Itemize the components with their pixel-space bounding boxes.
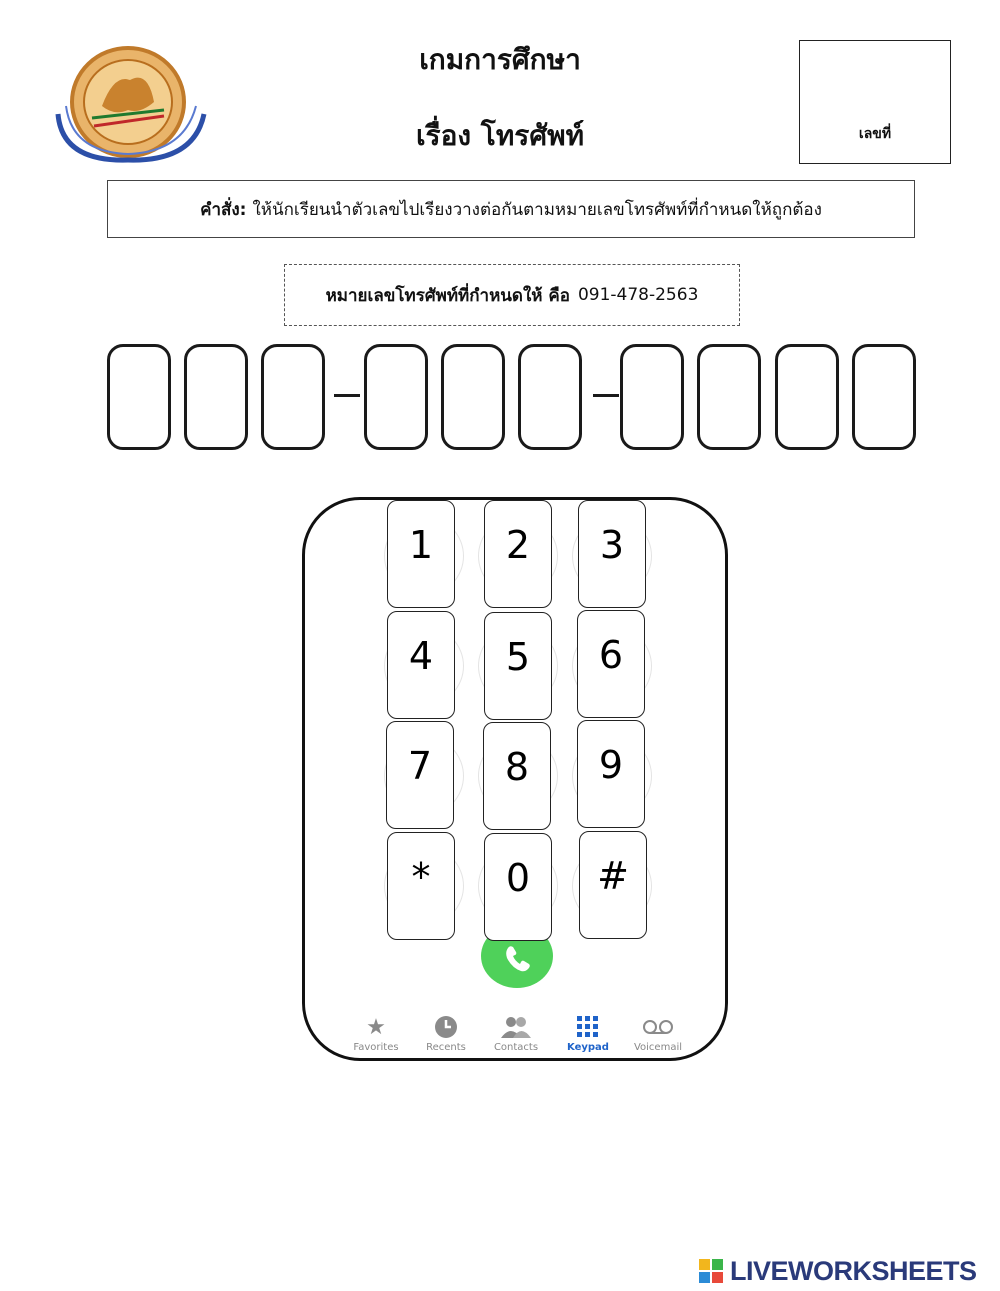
brand-tiles-icon xyxy=(698,1258,724,1284)
given-number-label: หมายเลขโทรศัพท์ที่กำหนดให้ คือ xyxy=(325,285,570,306)
answer-slot[interactable] xyxy=(697,344,761,450)
key-7[interactable]: 7 xyxy=(386,721,454,829)
key-2[interactable]: 2 xyxy=(484,500,552,608)
tab-label: Recents xyxy=(426,1042,466,1053)
key-0[interactable]: 0 xyxy=(484,833,552,941)
number-separator xyxy=(334,394,360,397)
number-separator xyxy=(593,394,619,397)
brand-name: LIVEWORKSHEETS xyxy=(730,1255,977,1286)
answer-slot[interactable] xyxy=(775,344,839,450)
tab-label: Contacts xyxy=(493,1042,539,1053)
answer-slot[interactable] xyxy=(518,344,582,450)
answer-slot[interactable] xyxy=(852,344,916,450)
key-hash[interactable]: # xyxy=(579,831,647,939)
star-icon: ★ xyxy=(366,1015,386,1040)
answer-slot[interactable] xyxy=(107,344,171,450)
key-8[interactable]: 8 xyxy=(483,722,551,830)
student-number-label: เลขที่ xyxy=(858,126,892,142)
student-number-box[interactable] xyxy=(799,40,951,164)
page-subtitle: เรื่อง โทรศัพท์ xyxy=(415,119,585,152)
contacts-icon xyxy=(480,1014,552,1042)
school-logo xyxy=(52,44,208,164)
tab-keypad[interactable] xyxy=(552,1014,624,1053)
tab-voicemail[interactable] xyxy=(622,1014,694,1053)
key-5[interactable]: 5 xyxy=(484,612,552,720)
key-1[interactable]: 1 xyxy=(387,500,455,608)
answer-slot[interactable] xyxy=(364,344,428,450)
tab-label: Favorites xyxy=(353,1042,399,1053)
instruction-label: คำสั่ง: xyxy=(200,199,247,220)
key-9[interactable]: 9 xyxy=(577,720,645,828)
tab-recents[interactable] xyxy=(410,1014,482,1053)
instruction-box xyxy=(107,180,915,238)
liveworksheets-logo xyxy=(698,1254,977,1288)
tab-label: Keypad xyxy=(567,1042,609,1053)
clock-icon xyxy=(410,1014,482,1042)
answer-slot[interactable] xyxy=(184,344,248,450)
given-number-box xyxy=(284,264,740,326)
page-title: เกมการศึกษา xyxy=(419,43,581,76)
key-3[interactable]: 3 xyxy=(578,500,646,608)
voicemail-icon xyxy=(622,1014,694,1042)
keypad-icon xyxy=(552,1014,624,1042)
instruction-text: ให้นักเรียนนำตัวเลขไปเรียงวางต่อกันตามหมายเลขโทรศัพท์ที่กำหนดให้ถูกต้อง xyxy=(252,199,822,220)
tab-favorites[interactable] xyxy=(340,1014,412,1053)
given-number: 091-478-2563 xyxy=(577,285,699,305)
answer-slot[interactable] xyxy=(261,344,325,450)
answer-slot[interactable] xyxy=(620,344,684,450)
tab-contacts[interactable] xyxy=(480,1014,552,1053)
answer-slot[interactable] xyxy=(441,344,505,450)
key-6[interactable]: 6 xyxy=(577,610,645,718)
tab-label: Voicemail xyxy=(633,1042,683,1053)
key-star[interactable]: * xyxy=(387,832,455,940)
key-4[interactable]: 4 xyxy=(387,611,455,719)
